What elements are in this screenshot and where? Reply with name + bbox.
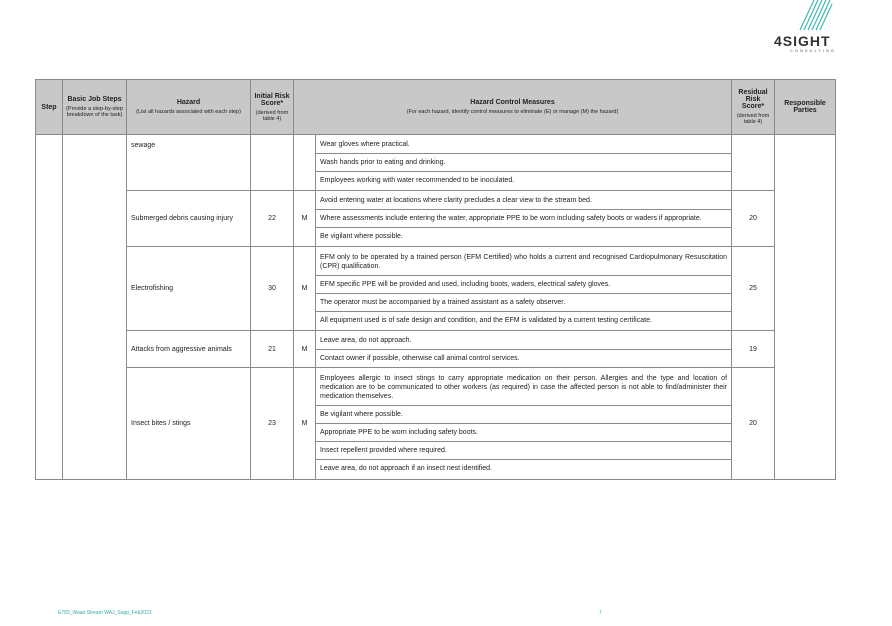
footer-document-name: E783_Waari Stream WAJ_Supp_Feb2023 [58,610,152,616]
measure-item: Where assessments include entering the water, appropriate PPE to be worn including safety boots or waders if appropriate. [316,210,731,228]
residual-cell: 20 [732,368,775,480]
residual-cell: 20 [732,191,775,247]
measures-cell [316,247,732,331]
initial-score-cell: 30 [251,247,294,331]
residual-cell: 25 [732,247,775,331]
measure-item: Insect repellent provided where required. [316,442,731,460]
logo-tagline: CONSULTING [790,48,836,53]
hazard-cell: Insect bites / stings [127,368,251,480]
col-initial-risk: Initial Risk Score* (derived from table 4) [251,80,294,135]
responsible-cell [775,135,836,480]
hazard-cell: Electrofishing [127,247,251,331]
initial-score-cell [251,135,294,191]
col-basic-steps: Basic Job Steps (Provide a step-by-step breakdown of the task) [63,80,127,135]
measure-item: Avoid entering water at locations where clarity precludes a clear view to the stream bed. [316,192,731,210]
measures-cell [316,368,732,480]
measure-item: Be vigilant where possible. [316,406,731,424]
risk-table [35,79,836,480]
measure-item: Employees allergic to insect stings to carry appropriate medication on their person. Allergies and the type and location of medication are to be communicated to other workers (as required) in case the affected person is not able to find/administer their medication themselves. [316,370,731,406]
logo-wordmark: 4SIGHT [774,33,831,49]
initial-score-cell: 21 [251,331,294,368]
initial-score-cell: 23 [251,368,294,480]
measure-item: All equipment used is of safe design and condition, and the EFM is validated by a current testing certificate. [320,316,652,324]
measure-item: Appropriate PPE to be worn including safety boots. [316,424,731,442]
hazard-cell: sewage [127,135,251,191]
col-responsible: Responsible Parties [775,80,836,135]
basic-steps-cell [63,135,127,480]
initial-score-cell: 22 [251,191,294,247]
measure-item: Leave area, do not approach if an insect nest identified. [320,465,493,472]
table-row [36,368,836,480]
measure-item: EFM only to be operated by a trained person (EFM Certified) who holds a current and recognised Cardiopulmonary Resuscitation (CPR) qualification. [316,249,731,276]
residual-cell: 19 [732,331,775,368]
measures-cell [316,331,732,368]
control-type-cell: M [294,191,316,247]
col-hazard: Hazard (List all hazards associated with each step) [127,80,251,135]
measure-item: Be vigilant where possible. [320,233,403,240]
col-step: Step [36,80,63,135]
measures-cell [316,191,732,247]
measure-item: Wash hands prior to eating and drinking. [316,154,731,172]
measure-item: Leave area, do not approach. [316,332,731,350]
control-type-cell: M [294,247,316,331]
measure-item: Wear gloves where practical. [316,136,731,154]
measure-item: Contact owner if possible, otherwise call animal control services. [320,354,520,362]
measure-item: EFM specific PPE will be provided and used, including boots, waders, electrical safety gloves. [316,276,731,294]
residual-cell [732,135,775,191]
step-cell [36,135,63,480]
col-control-measures: Hazard Control Measures (For each hazard, identify control measures to eliminate (E) or manage (M) the hazard) [294,80,732,135]
table-row [36,191,836,247]
measure-item: Employees working with water recommended to be inoculated. [320,177,515,184]
measures-cell [316,135,732,191]
control-type-cell [294,135,316,191]
header-row [36,80,836,135]
hazard-cell: Submerged debris causing injury [127,191,251,247]
col-residual: Residual Risk Score* (derived from table 4) [732,80,775,135]
hazard-cell: Attacks from aggressive animals [127,331,251,368]
control-type-cell: M [294,331,316,368]
control-type-cell: M [294,368,316,480]
table-row [36,331,836,368]
measure-item: The operator must be accompanied by a trained assistant as a safety observer. [316,294,731,312]
footer-page-number: 7 [599,610,602,616]
table-row [36,135,836,191]
table-row [36,247,836,331]
